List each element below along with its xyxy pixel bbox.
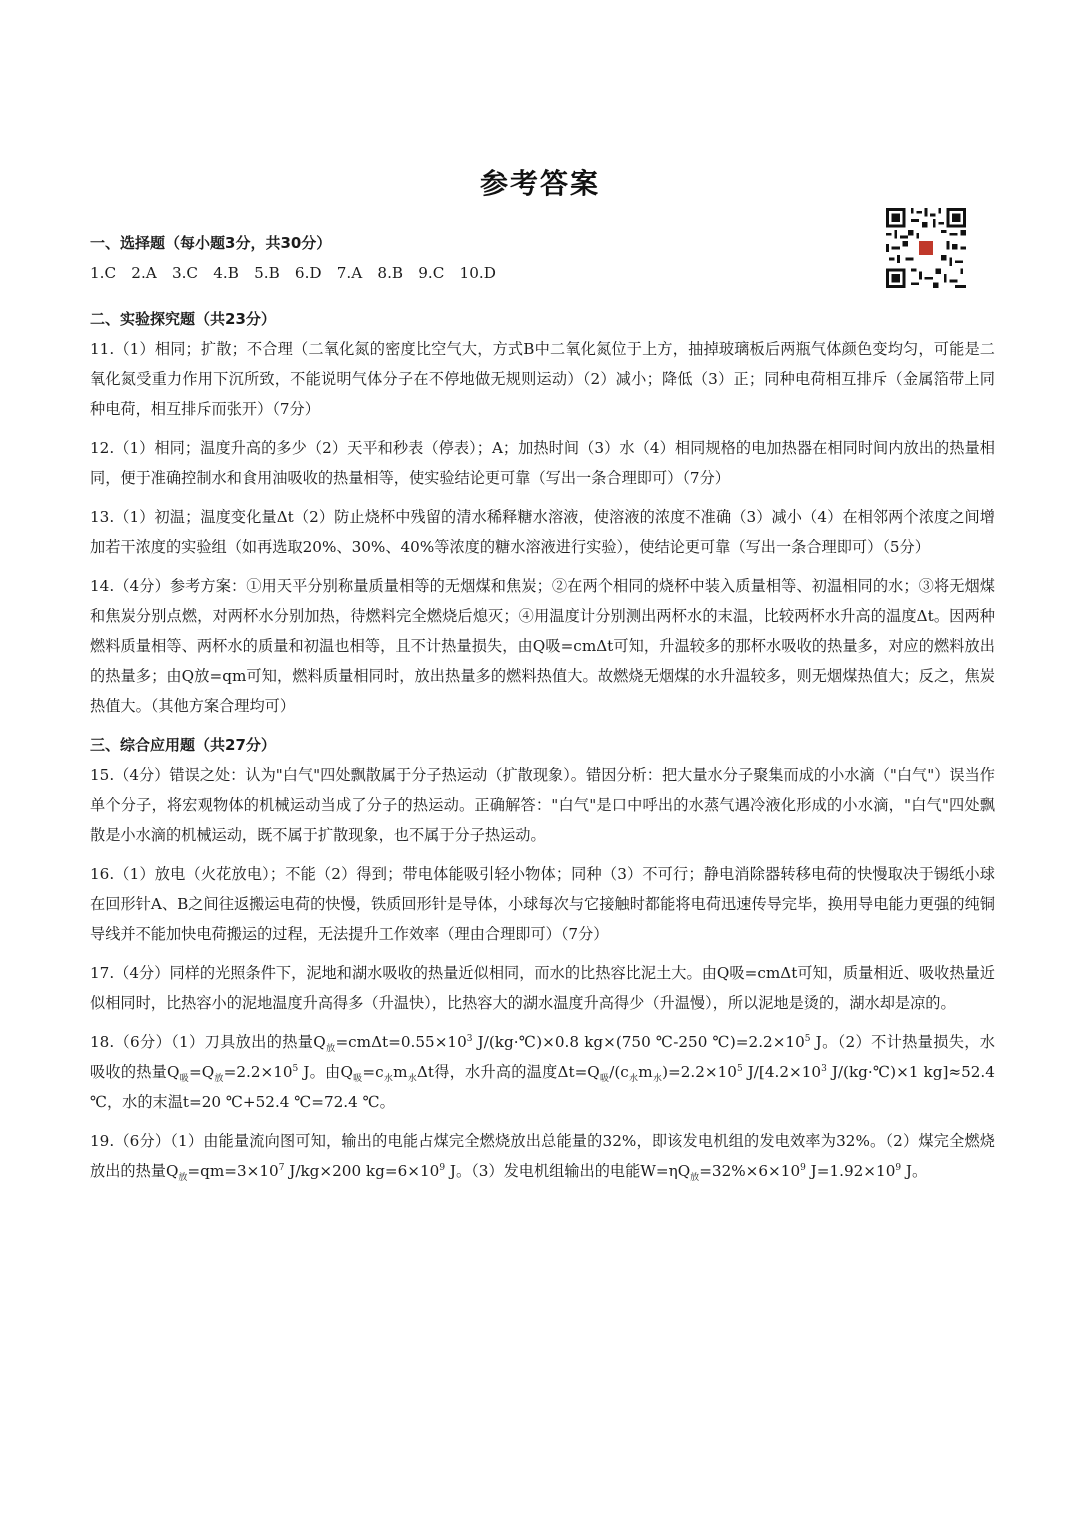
section-heading-application: 三、综合应用题（共27分） (90, 736, 276, 754)
answer-19: 19.（6分）（1）由能量流向图可知，输出的电能占煤完全燃烧放出总能量的32%，即该发电机组的发电效率为32%。（2）煤完全燃烧放出的热量$Q_放=qm=3\times 10^7$ J/kg×200 $kg=6\times 10^9$ J。（3）发电机组输出的电能$W=\eta Q_放=32\%\times 6\times 10^9$ $J=1.92\times 10^9$ J。 (90, 1132, 995, 1184)
answer-15: 15.（4分）错误之处：认为"白气"四处飘散属于分子热运动（扩散现象）。错因分析：把大量水分子聚集而成的小水滴（"白气"）误当作单个分子，将宏观物体的机械运动当成了分子的热运动。正确解答："白气"是口中呼出的水蒸气遇冷液化形成的小水滴，"白气"四处飘散是小水滴的机械运动，既不属于扩散现象，也不属于分子热运动。 (90, 766, 995, 844)
answer-16: 16.（1）放电（火花放电）；不能（2）得到；带电体能吸引轻小物体；同种（3）不可行；静电消除器转移电荷的快慢取决于锡纸小球在回形针A、B之间往返搬运电荷的快慢，铁质回形针是导体，小球每次与它接触时都能将电荷迅速传导完毕，换用导电能力更强的纯铜导线并不能加快电荷搬运的过程，无法提升工作效率（理由合理即可）（7分） (90, 865, 995, 943)
answer-18: 18.（6分）（1）刀具放出的热量$Q_放=cm\Delta t=0.55\times 10^3$ J/(kg·℃)×0.8 kg×(750 ℃-250 $℃)=2.2\times 10^5$ J。（2）不计热量损失，水吸收的热量$Q_吸=Q_放=2.2\times 10^5$ J。由$Q_吸=c_水m_水\Delta t$得，水升高的温度$\Delta t=Q_吸/(c_水m_水)=2.2\times 10^5$ $J/[4.2\times 10^3$ J/(kg·℃)×1 kg]≈52.4 ℃，水的末温t=20 ℃+52.4 ℃=72.4 ℃。 (90, 1033, 995, 1111)
section-heading-choice: 一、选择题（每小题3分，共30分） (90, 234, 332, 252)
section-heading-experiment: 二、实验探究题（共23分） (90, 310, 276, 328)
answer-content (90, 228, 995, 1195)
page-title: 参考答案 (479, 167, 600, 200)
answer-12: 12.（1）相同；温度升高的多少（2）天平和秒表（停表）；A；加热时间（3）水（4）相同规格的电加热器在相同时间内放出的热量相同，便于准确控制水和食用油吸收的热量相等，使实验结论更可靠（写出一条合理即可）（7分） (90, 439, 995, 487)
choice-answers: 1.C 2.A 3.C 4.B 5.B 6.D 7.A 8.B 9.C 10.D (90, 264, 496, 282)
answer-17: 17.（4分）同样的光照条件下，泥地和湖水吸收的热量近似相同，而水的比热容比泥土大。由Q吸=cmΔt可知，质量相近、吸收热量近似相同时，比热容小的泥地温度升高得多（升温快），比热容大的湖水温度升高得少（升温慢），所以泥地是烫的，湖水却是凉的。 (90, 964, 995, 1012)
answer-14: 14.（4分）参考方案：①用天平分别称量质量相等的无烟煤和焦炭；②在两个相同的烧杯中装入质量相等、初温相同的水；③将无烟煤和焦炭分别点燃，对两杯水分别加热，待燃料完全燃烧后熄灭；④用温度计分别测出两杯水的末温，比较两杯水升高的温度Δt。因两种燃料质量相等、两杯水的质量和初温也相等，且不计热量损失，由Q吸=cmΔt可知，升温较多的那杯水吸收的热量多，对应的燃料放出的热量多；由Q放=qm可知，燃料质量相同时，放出热量多的燃料热值大。故燃烧无烟煤的水升温较多，则无烟煤热值大；反之，焦炭热值大。（其他方案合理均可） (90, 577, 995, 715)
answer-13: 13.（1）初温；温度变化量Δt（2）防止烧杯中残留的清水稀释糖水溶液，使溶液的浓度不准确（3）减小（4）在相邻两个浓度之间增加若干浓度的实验组（如再选取20%、30%、40%等浓度的糖水溶液进行实验），使结论更可靠（写出一条合理即可）（5分） (90, 508, 995, 556)
answer-11: 11.（1）相同；扩散；不合理（二氧化氮的密度比空气大，方式B中二氧化氮位于上方，抽掉玻璃板后两瓶气体颜色变均匀，可能是二氧化氮受重力作用下沉所致，不能说明气体分子在不停地做无规则运动）（2）减小；降低（3）正；同种电荷相互排斥（金属箔带上同种电荷，相互排斥而张开）（7分） (90, 340, 995, 418)
